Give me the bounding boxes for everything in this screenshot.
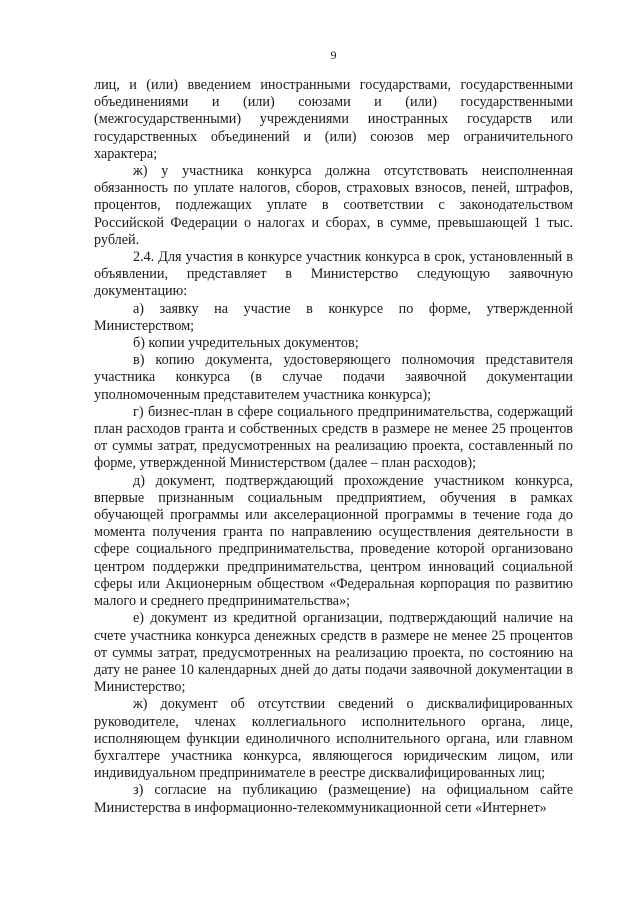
paragraph-item-zh-tax-obligation: ж) у участника конкурса должна отсутствовать неисполненная обязанность по уплате налогов, сборов, страховых взносов, пеней, штрафов, процентов, подлежащих уплате в соответствии с законодательством Российской Федерации о налогах и сборах, в сумме, превышающей 1 тыс. рублей. — [94, 163, 573, 248]
paragraph-item-d: д) документ, подтверждающий прохождение участником конкурса, впервые признанным социальным предприятием, обучения в рамках обучающей программы или акселерационной программы в течение года до момента получения гранта по направлению осуществления деятельности в сфере социального предпринимательства, проведение которой организовано центром поддержки предпринимательства, центром инноваций социальной сферы или Акционерным обществом «Федеральная корпорация по развитию малого и среднего предпринимательства»; — [94, 472, 573, 610]
paragraph-continuation: лиц, и (или) введением иностранными государствами, государственными объединениями и (или) союзами и (или) государственными (межгосударственными) учреждениями иностранных государств или государственных объединений и (или) союзов мер ограничительного характера; — [94, 77, 573, 162]
paragraph-item-zh-disqualified: ж) документ об отсутствии сведений о дисквалифицированных руководителе, членах коллегиального исполнительного органа, лице, исполняющем функции единоличного исполнительного органа, или главном бухгалтере участника конкурса, являющегося юридическим лицом, или индивидуальном предпринимателе в реестре дисквалифицированных лиц; — [94, 696, 573, 782]
paragraph-item-v: в) копию документа, удостоверяющего полномочия представителя участника конкурса (в случае подачи заявочной документации уполномоченным представителем участника конкурса); — [94, 352, 573, 403]
paragraph-item-e: е) документ из кредитной организации, подтверждающий наличие на счете участника конкурса денежных средств в размере не менее 25 процентов от суммы затрат, предусмотренных на реализацию проекта, по состоянию на дату не ранее 10 календарных дней до даты подачи заявочной документации в Министерство; — [94, 610, 573, 696]
document-body — [94, 77, 573, 817]
paragraph-item-a: а) заявку на участие в конкурсе по форме, утвержденной Министерством; — [94, 300, 573, 334]
page-number: 9 — [330, 48, 337, 62]
paragraph-section-2-4: 2.4. Для участия в конкурсе участник конкурса в срок, установленный в объявлении, представляет в Министерство следующую заявочную документацию: — [94, 249, 573, 300]
paragraph-item-g: г) бизнес-план в сфере социального предпринимательства, содержащий план расходов гранта и собственных средств в размере не менее 25 процентов от суммы затрат, предусмотренных на реализацию проекта, составленный по форме, утвержденной Министерством (далее – план расходов); — [94, 403, 573, 472]
paragraph-item-z: з) согласие на публикацию (размещение) на официальном сайте Министерства в информационно-телекоммуникационной сети «Интернет» — [94, 782, 573, 816]
paragraph-item-b: б) копии учредительных документов; — [133, 335, 359, 352]
